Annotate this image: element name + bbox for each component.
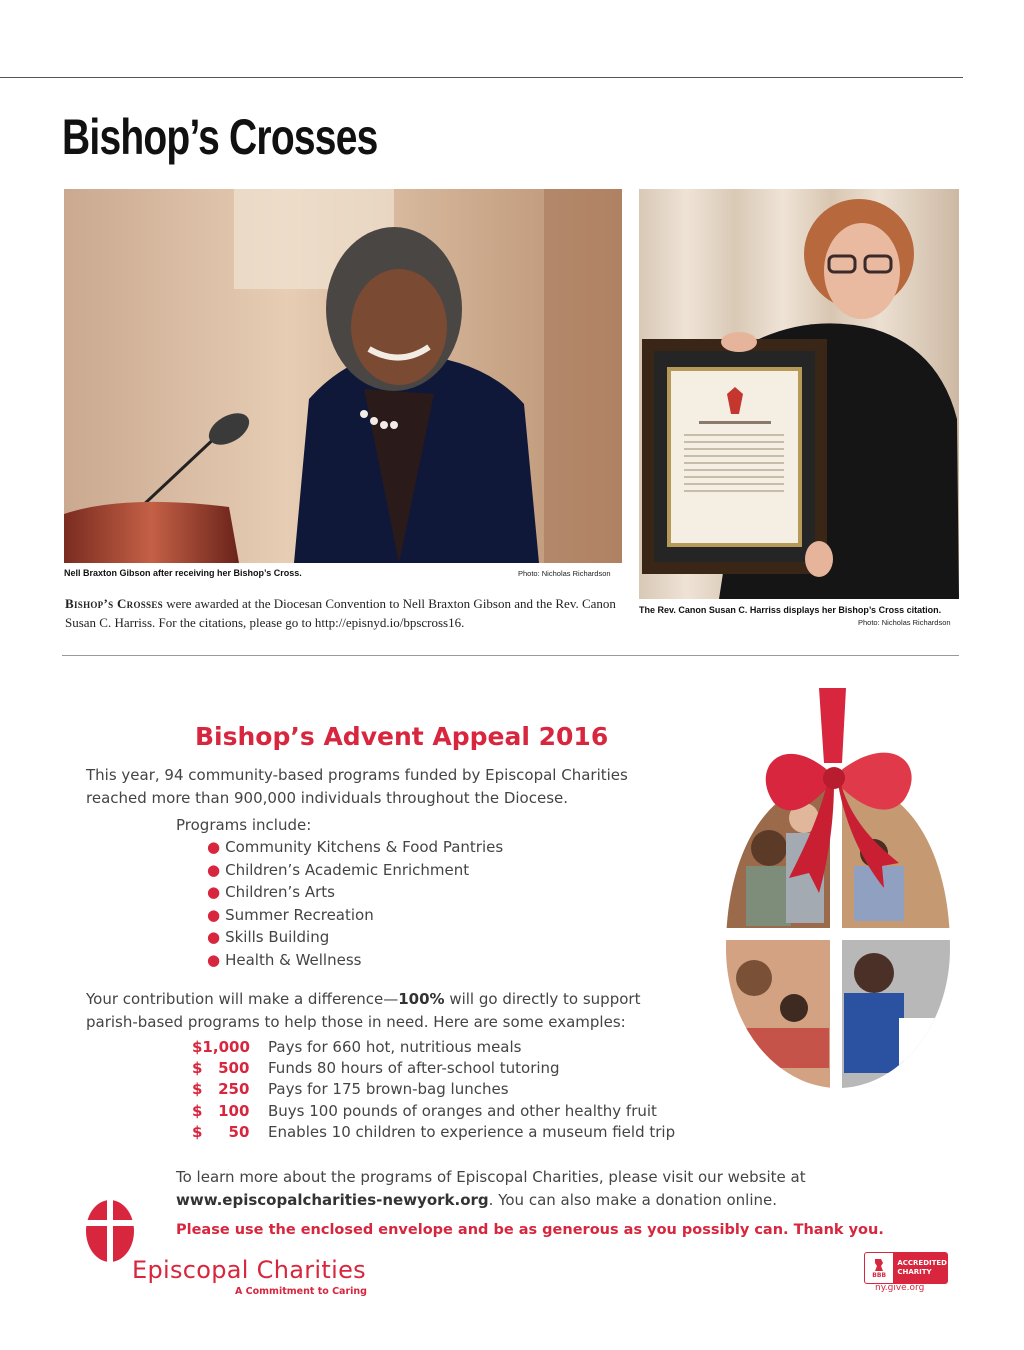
appeal-intro: This year, 94 community-based programs funded by Episcopal Charities reached more than 900,000 individuals throughout the Diocese. (86, 766, 628, 807)
programs-heading: Programs include: (176, 816, 312, 834)
list-item: ● Health & Wellness (207, 950, 362, 969)
bullet-icon: ● (207, 838, 221, 856)
photo2-credit: Photo: Nicholas Richardson (858, 618, 951, 627)
list-item: ● Skills Building (207, 928, 330, 946)
programs-list (207, 836, 503, 971)
bbb-torch-icon (872, 1258, 886, 1272)
table-row: $ 500 Funds 80 hours of after-school tutoring (192, 1059, 560, 1078)
bullet-icon: ● (207, 928, 221, 946)
contribution-paragraph: Your contribution will make a difference—100% will go directly to support parish-based programs to help those in need. Here are some examples: (86, 990, 641, 1031)
article-text: were awarded at the Diocesan Convention to Nell Braxton Gibson and the Rev. Canon Susan C. Harriss. For the citations, please go to http://episnyd.io/bpscross16. (65, 596, 616, 630)
list-item: ● Community Kitchens & Food Pantries (207, 838, 504, 856)
christmas-ornament-ribbon-icon (724, 688, 952, 1090)
appeal-title: Bishop’s Advent Appeal 2016 (195, 722, 609, 751)
org-tagline: A Commitment to Caring (235, 1286, 367, 1297)
website-link[interactable]: www.episcopalcharities-newyork.org (176, 1190, 489, 1209)
list-item: ● Summer Recreation (207, 905, 374, 924)
learn-more-paragraph: To learn more about the programs of Episcopal Charities, please visit our website at www.episcopalcharities-newyork.org. You can also make a donation online. (176, 1168, 806, 1209)
give-url[interactable]: ny.give.org (875, 1283, 925, 1293)
bullet-icon: ● (207, 883, 221, 901)
donation-examples (192, 1037, 675, 1143)
photo1-caption: Nell Braxton Gibson after receiving her Bishop’s Cross. (64, 568, 302, 578)
table-row: $ 250 Pays for 175 brown-bag lunches (192, 1080, 509, 1099)
table-row: $ 100 Buys 100 pounds of oranges and other healthy fruit (192, 1101, 657, 1120)
list-item: ● Children’s Arts (207, 883, 335, 901)
bullet-icon: ● (207, 905, 221, 924)
table-row: $1,000 Pays for 660 hot, nutritious meals (192, 1038, 522, 1056)
table-row: $ 50 Enables 10 children to experience a museum field trip (192, 1122, 676, 1141)
photo-nell-braxton-gibson (64, 189, 622, 563)
bbb-line1: ACCREDITED (897, 1259, 947, 1267)
photo1-credit: Photo: Nicholas Richardson (518, 569, 611, 578)
photo2-caption: The Rev. Canon Susan C. Harriss displays her Bishop’s Cross citation. (639, 605, 942, 615)
bbb-mark: BBB (872, 1271, 887, 1279)
photo-susan-harriss (639, 189, 959, 599)
top-rule (0, 77, 963, 78)
article-lead: Bishop’s Crosses (65, 596, 163, 611)
red-circle-cross-icon (86, 1200, 134, 1262)
article-paragraph (65, 594, 630, 632)
thanks-line: Please use the enclosed envelope and be as generous as you possibly can. Thank you. (176, 1222, 884, 1238)
bbb-badge (864, 1252, 948, 1284)
bbb-line2: CHARITY (897, 1268, 932, 1276)
org-name: Episcopal Charities (132, 1256, 366, 1284)
list-item: ● Children’s Academic Enrichment (207, 860, 470, 879)
bullet-icon: ● (207, 950, 221, 969)
bullet-icon: ● (207, 860, 221, 879)
mid-rule (62, 655, 959, 656)
page-title: Bishop’s Crosses (62, 109, 378, 165)
